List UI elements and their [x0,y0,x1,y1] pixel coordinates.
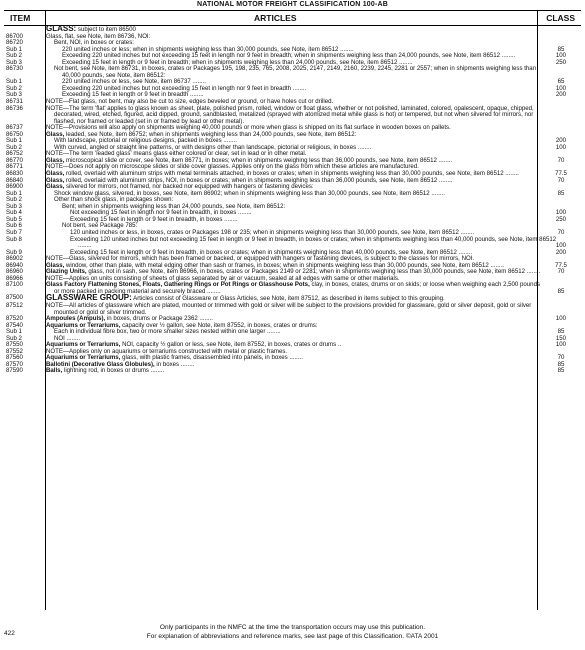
item-number: 86940 [6,261,23,269]
item-number: 87100 [6,281,23,289]
class-value: 85 [557,328,565,336]
article-description: Aquariums or Terrariums, NOI, capacity ½ gallon or less, see Note, item 87552, in boxes, crates or drums .. [46,341,342,349]
article-description: Each in individual fibre box, two or more smaller sizes nested within one larger ........ [54,328,281,336]
item-number: Sub 7 [6,228,22,236]
class-value: 100 [555,242,567,250]
class-value: 85 [557,287,565,295]
item-number: 87550 [6,341,23,349]
item-number: 87540 [6,321,23,329]
item-number: 86771 [6,163,23,171]
class-value: 200 [555,248,567,256]
article-description: Glass, window, other than plate, with metal edging other than sash or frames, in boxes; when in shipments weighing less than 30,000 pounds, see Note, item 86512 ........ [46,261,504,269]
column-header-articles: ARTICLES [254,13,297,23]
article-description: With landscape, pictorial or religious designs, packed in boxes ........ [54,137,237,145]
article-description: Glass, rolled, overlaid with aluminum strips with metal terminals attached, in boxes or crates; when in shipments weighing less than 30,000 pounds, see Note, item 86512 ........ [46,170,519,178]
item-number: 87560 [6,354,23,362]
article-description: NOTE—Does not apply on microscope slides or slide cover glasses. Applies only on the glass from which these articles are manufactured. [46,163,419,171]
class-value: 70 [557,228,565,236]
item-number: 86737 [6,124,23,132]
item-number: 86966 [6,274,23,282]
class-value: 100 [555,52,567,60]
article-description: NOI ........ [54,334,81,342]
class-value: 77.5 [555,261,567,269]
article-description: Exceeding 15 feet in length or 9 feet in breadth, in boxes ........ [70,215,238,223]
item-number: 86960 [6,268,23,276]
article-description: Glass, silvered for mirrors, not framed, nor backed nor equipped with hangers or fastening devices: [46,183,314,191]
class-value: 250 [555,58,567,66]
class-value: 70 [557,268,565,276]
article-description: 220 united inches or less; when in shipments weighing less than 30,000 pounds, see Note, item 86512 ........ [62,45,354,53]
article-description: Not bent, see Package 785: [62,222,138,230]
article-description: Exceeding 220 united inches but not exceeding 15 feet in length nor 9 feet in breadth; when in shipments weighing less than 24,000 pounds, see Note, item 86512 ........ [62,52,516,60]
item-number: Sub 4 [6,209,22,217]
item-number: Sub 2 [6,143,22,151]
article-description: Exceeding 15 feet in length or 9 feet in breadth ........ [62,91,204,99]
classification-table [4,26,581,375]
item-number: Sub 3 [6,58,22,66]
class-value: 100 [555,84,567,92]
column-header-class: CLASS [546,13,575,23]
article-description: Other than shock glass, in packages shown: [54,196,174,204]
class-value: 85 [557,45,565,53]
class-value: 200 [555,91,567,99]
article-description: Exceeding 220 united inches but not exceeding 15 feet in length nor 9 feet in breadth ........ [62,84,307,92]
article-description: With curved, angled or straight line patterns, or with designs other than landscape, pictorial or religious, in boxes ........ [54,143,372,151]
item-number: 86736 [6,104,23,112]
item-number: Sub 9 [6,248,22,256]
class-value: 70 [557,176,565,184]
table-row [4,106,581,126]
article-description: Ampoules (Ampuls), in boxes, drums or Package 2362 ........ [46,315,213,323]
item-number: Sub 8 [6,235,22,243]
item-number: 87512 [6,301,23,309]
item-number: Sub 6 [6,222,22,230]
footer-note-abbreviations: For explanation of abbreviations and reference marks, see last page of this Classification. ©ATA 2001 [146,633,439,640]
class-value: 100 [555,341,567,349]
article-description: NOTE—Applies only on aquariums or terrariums constructed with metal or plastic frames. [46,347,288,355]
item-number: 86730 [6,65,23,73]
class-value: 100 [555,315,567,323]
article-description: NOTE—Flat glass, not bent, may also be cut to size, edges beveled or ground, or have holes cut or drilled. [46,98,334,106]
item-number: 86840 [6,176,23,184]
article-description: Exceeding 15 feet in length or 9 feet in breadth, in boxes or crates; when in shipments weighing less than 40,000 pounds, see Note, item 86512 ........ [70,248,473,256]
article-description: Shock window glass, silvered, in boxes, see Note, item 86902; when in shipments weighing less than 30,000 pounds, see Note, item 86512 ........ [54,189,445,197]
article-description: 220 united inches or less, see Note, item 86737 ........ [62,78,206,86]
class-value: 77.5 [555,170,567,178]
item-number: Sub 2 [6,84,22,92]
article-description: NOTE—Provisions will also apply on shipments weighing 40,000 pounds or more when glass is shipped on its flat surface in wooden boxes on pallets. [46,124,451,132]
item-number: Sub 1 [6,78,22,86]
item-number: 86770 [6,156,23,164]
item-number: Sub 5 [6,215,22,223]
article-description: GLASS: subject to item 86500 [46,24,136,33]
item-number: 86830 [6,170,23,178]
class-value: 85 [557,189,565,197]
item-number: Sub 3 [6,91,22,99]
item-number: Sub 1 [6,189,22,197]
item-number: 86902 [6,255,23,263]
class-value: 100 [555,143,567,151]
item-number: 87500 [6,294,23,302]
article-description: NOTE—Applies on units consisting of sheets of glass separated by air or vacuum, sealed at all edges with same or other materials. [46,274,400,282]
article-description: Glass, microscopical slide or cover, see Note, item 86771, in boxes; when in shipments weighing less than 36,000 pounds, see Note, item 86512 ........ [46,156,453,164]
item-number: 87570 [6,360,23,368]
article-description: Glass, leaded, see Note, item 86752; when in shipments weighing less than 24,000 pounds, see Note, item 86512: [46,130,357,138]
item-number: Sub 1 [6,137,22,145]
class-value: 65 [557,78,565,86]
article-description: Aquariums or Terrariums, capacity over ½ gallon, see Note, item 87552, in boxes, crates or drums: [46,321,318,329]
article-description: 120 united inches or less, in boxes, crates or Packages 198 or 235; when in shipments weighing less than 30,000 pounds, see Note, item 86512 ........ [70,228,475,236]
item-number: Sub 2 [6,196,22,204]
table-row [4,368,581,375]
item-number: Sub 2 [6,334,22,342]
article-description: NOTE—The term 'flat' applies to glass known as sheet, plate, polished prism, rolled, window or float glass, whether or not polished, laminated, colored, opalescent, opaque, chipped, decorated, wired, etched, figured, acid dipped, ground, sandblasted, metalized (sprayed with atomized metal while glass is hot) or tempered, but not when silvered for mirrors, nor flashed, nor framed or leaded (set in or framed by lead or other metal). [46,104,536,125]
item-number: 86752 [6,150,23,158]
article-description: Glazing Units, glass, not in sash, see Note, item 86966, in boxes, crates or Packages 2149 or 2281; when in shipments weighing less than 30,000 pounds, see Note, item 86512 ........ [46,268,541,276]
item-number: Sub 1 [6,45,22,53]
class-value: 150 [555,334,567,342]
item-number: 86731 [6,98,23,106]
footer-note-participants: Only participants in the NMFC at the time the transportation occurs may use this publication. [159,624,426,631]
article-description: Exceeding 15 feet in length or 9 feet in breadth; when in shipments weighing less than 24,000 pounds, see Note, item 86512 ........ [62,58,413,66]
article-description: Exceeding 120 united inches but not exceeding 15 feet in length or 9 feet in breadth, in boxes or crates; when in shipments weighing less than 40,000 pounds, see Note, item 86512 ........ [70,235,558,250]
class-value: 200 [555,137,567,145]
item-number: 86700 [6,32,23,40]
class-value: 250 [555,215,567,223]
publication-title: NATIONAL MOTOR FREIGHT CLASSIFICATION 100-AB [196,1,389,8]
page-number: 422 [4,630,15,637]
article-description: Bent; when in shipments weighing less than 24,000 pounds, see Note, item 86512: [62,202,286,210]
article-description: Glass Factory Flattening Stones, Floats, Gathering Rings or Pot Rings or Glasshouse Pots, clay, in boxes, crates, drums or on skids; or loose when weighing each 2,500 pounds or more packed in packing material and securely braced ........ [46,281,542,295]
item-number: Sub 2 [6,52,22,60]
article-description: Not bent, see Note, item 86731, in boxes, crates or Packages 195, 198, 235, 765, 2008, 2025, 2147, 2149, 2160, 2239, 2245, 2281 or 2557; when in shipments weighing less than 40,000 pounds, see Note, item 86512: [54,65,538,79]
item-number: 87590 [6,367,23,375]
class-value: 100 [555,209,567,217]
class-value: 85 [557,367,565,375]
item-number: 86900 [6,183,23,191]
column-header-row [4,10,581,26]
class-value: 85 [557,360,565,368]
item-number: Sub 1 [6,328,22,336]
table-row [4,237,581,250]
item-number: 87520 [6,315,23,323]
article-description: NOTE—Glass, silvered for mirrors, which has been framed or backed, or equipped with hangers or fastening devices, is subject to the classes for mirrors, NOI. [46,255,475,263]
article-description: Ballotini (Decorative Glass Globules), in boxes ........ [46,360,195,368]
article-description: GLASSWARE GROUP: Articles consist of Glassware or Glass Articles, see Note, item 87512, as described in items subject to this grouping. [46,293,445,303]
article-description: Balls, lightning rod, in boxes or drums ........ [46,367,165,375]
article-description: Not exceeding 15 feet in length nor 9 feet in breadth, in boxes ........ [70,209,252,217]
column-header-item: ITEM [10,13,31,23]
item-number: 86720 [6,39,23,47]
article-description: NOTE—The term 'leaded glass' means glass either colored or clear, set in lead or in other metal. [46,150,307,158]
class-value: 70 [557,156,565,164]
article-description: Bent, NOI, in boxes or crates: [54,39,134,47]
article-description: Glass, rolled, overlaid with aluminum strips, NOI, in boxes or crates; when in shipments weighing less than 36,000 pounds, see Note, item 86512 ........ [46,176,453,184]
item-number: Sub 3 [6,202,22,210]
item-number: 87552 [6,347,23,355]
item-number: 86750 [6,130,23,138]
article-description: Glass, flat, see Note, item 86736, NOI: [46,32,151,40]
article-description: NOTE—All articles of glassware which are plated, mounted or trimmed with gold or silver will be subject to the provisions provided for glassware, gold or silver deposit, gold or silver mounted or gold or silver trimmed. [46,301,534,316]
class-value: 70 [557,354,565,362]
article-description: Aquariums or Terrariums, glass, with plastic frames, disassembled into panels, in boxes ........ [46,354,303,362]
